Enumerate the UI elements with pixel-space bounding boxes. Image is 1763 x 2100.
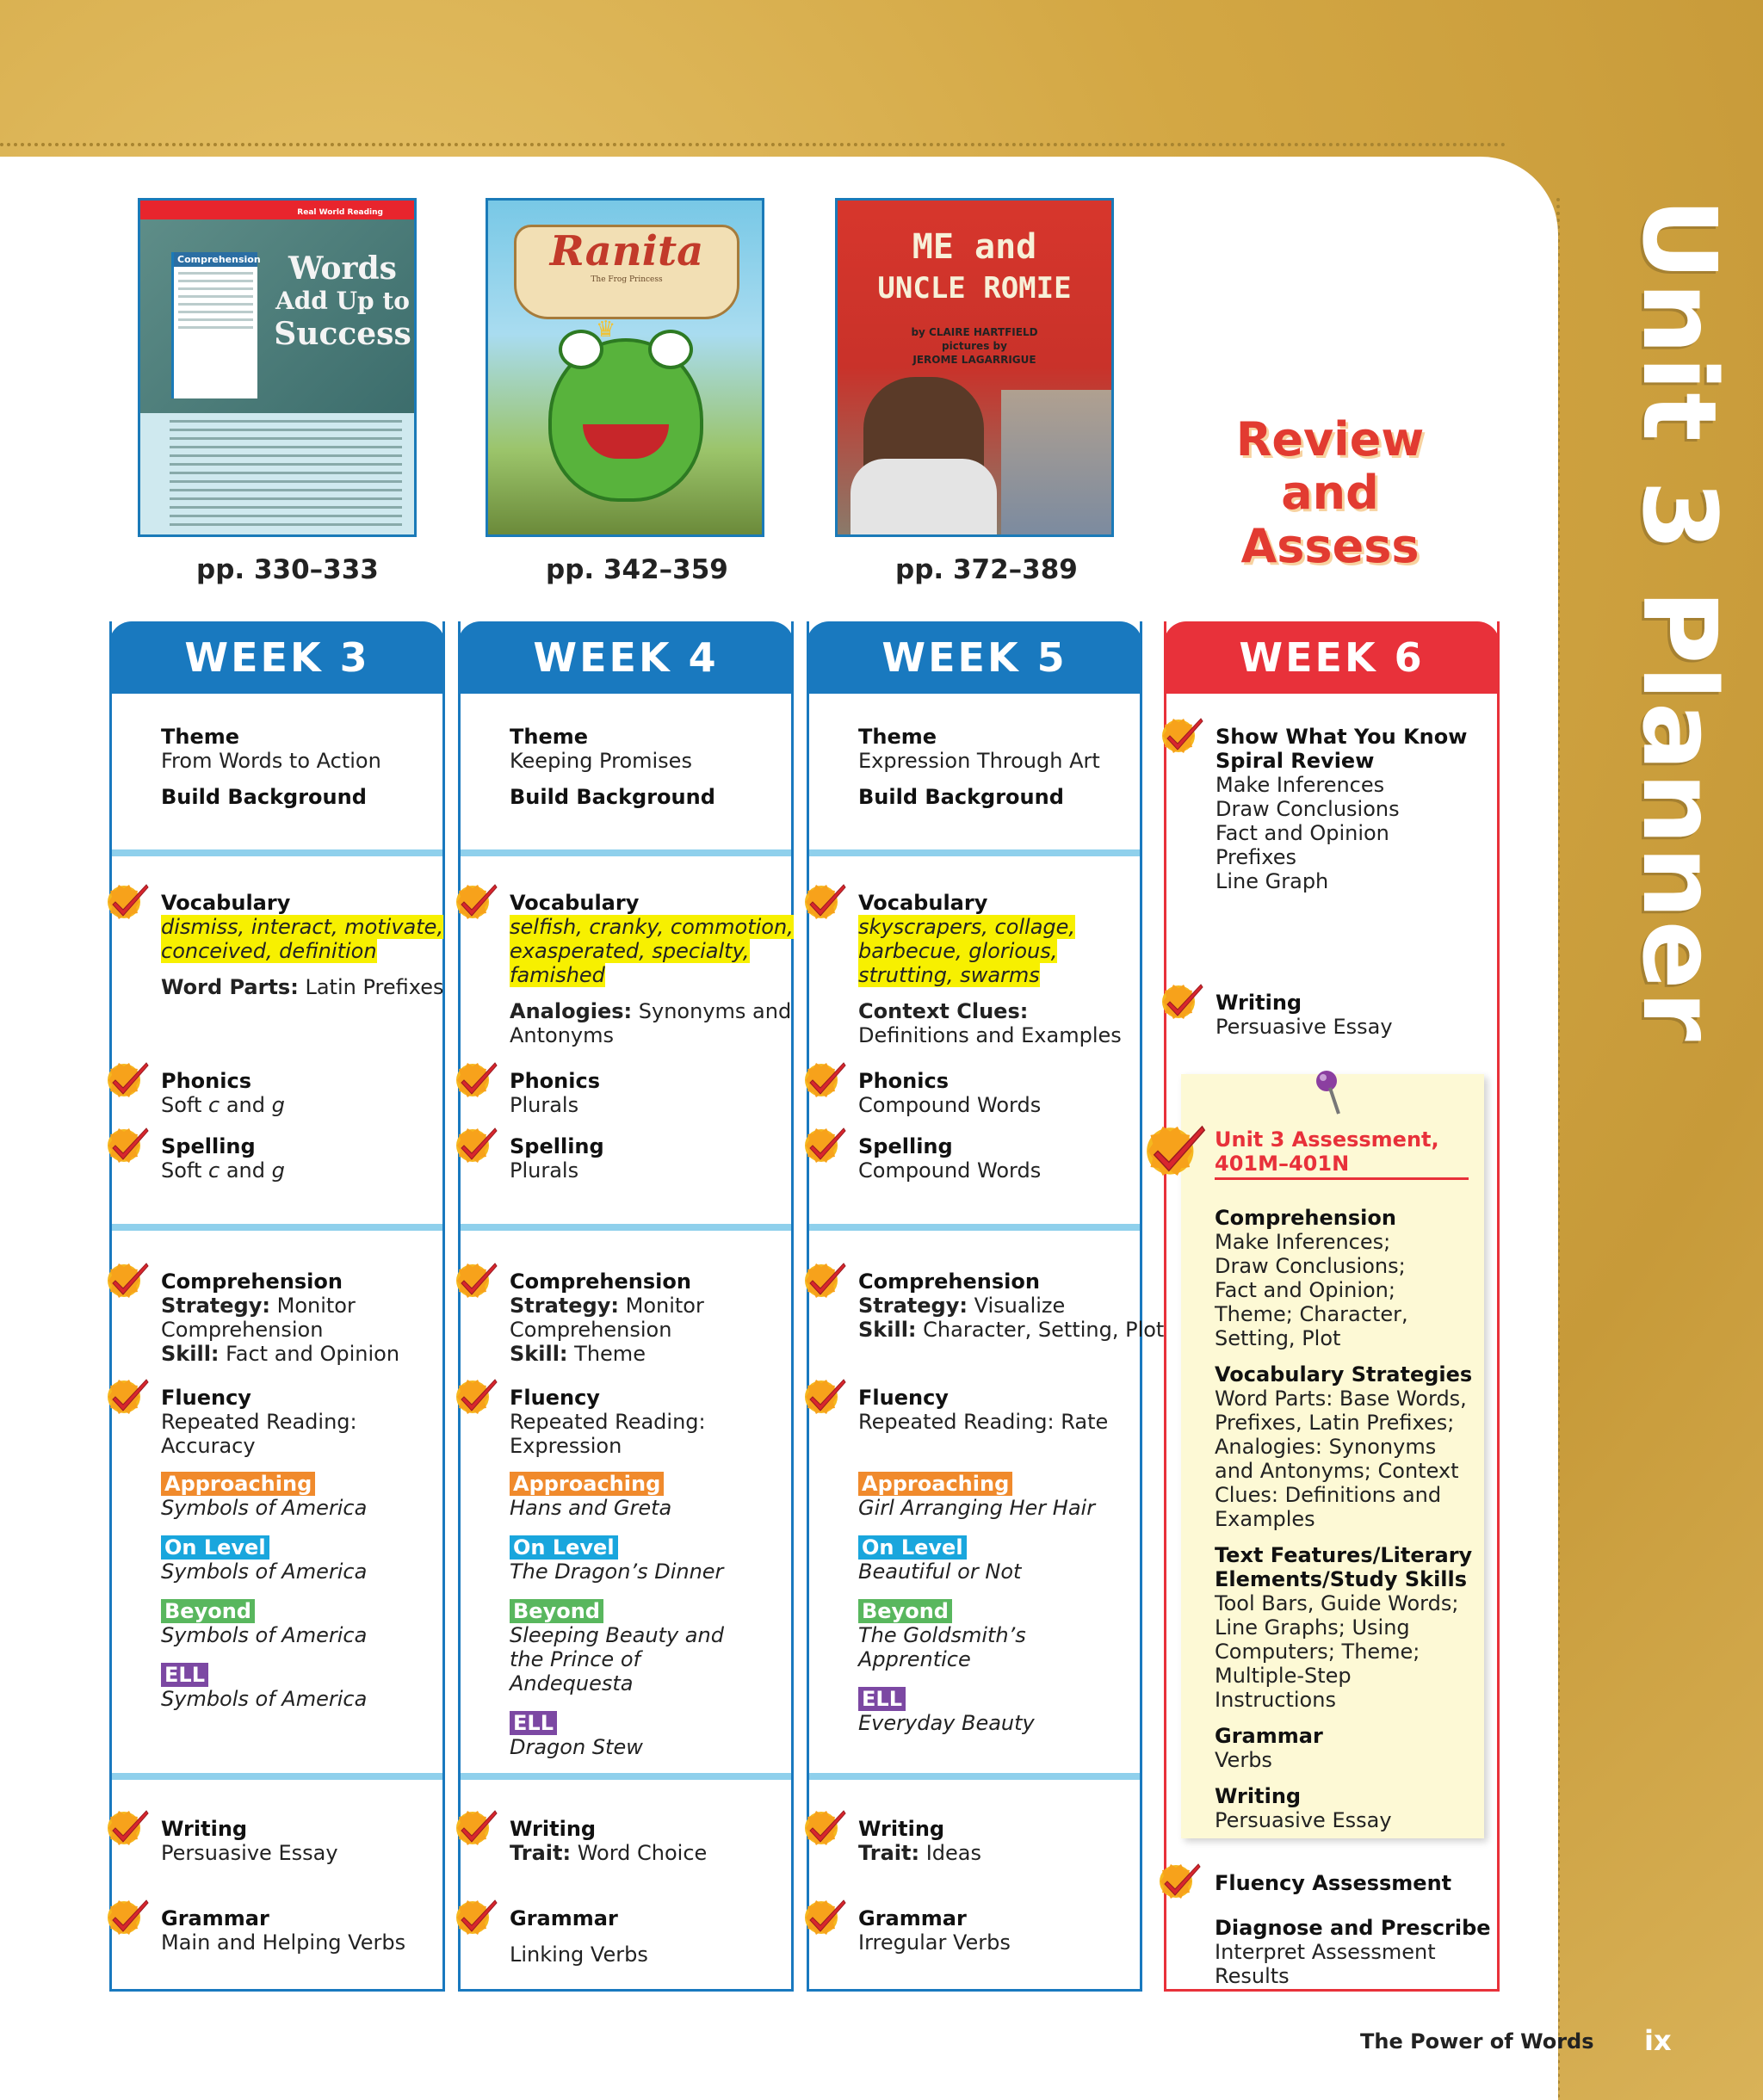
checkmark-icon	[452, 1258, 500, 1301]
checkmark-icon	[1141, 1119, 1209, 1181]
grammar-value: Irregular Verbs	[858, 1930, 1011, 1955]
checkmark-icon	[801, 1895, 849, 1938]
checkmark-icon	[801, 1806, 849, 1849]
vocabulary-strategies-value: Word Parts: Base Words, Prefixes, Latin Prefixes; Analogies: Synonyms and Antonyms; Context Clues: Definitions and Examples	[1215, 1387, 1467, 1531]
checkmark-icon	[103, 1806, 152, 1849]
week-5-column: WEEK 5 Theme Expression Through Art Build Background Vocabulary skyscrapers, collage, barbecue, glorious, strutting, swarms Context Clues: Definitions and Examples Phonics Compound Words Spelling Compound Words Comprehension Strategy: Visualize Skill: Character, Setting, Plot Fluency Repeated Reading: Rate Approaching Girl Arranging Her Hair On Level Beautiful or Not Beyond The Goldsmith’s Apprentice ELL Everyday Beauty Writing Trait: Ideas Grammar Irregular Verbs	[807, 621, 1142, 1992]
word-study-value: Latin Prefixes	[305, 975, 444, 999]
strategy-value: Monitor Comprehension	[510, 1294, 704, 1342]
cover-title: Ranita	[549, 227, 704, 275]
build-background: Build Background	[161, 785, 367, 809]
word-study-value: Synonyms and Antonyms	[510, 999, 792, 1047]
phonics-value: Compound Words	[858, 1093, 1042, 1117]
fluency-label: Fluency	[161, 1386, 251, 1410]
review-item: Fact and Opinion	[1216, 821, 1389, 845]
leveled-reader-title: Everyday Beauty	[858, 1711, 1035, 1735]
on-level-badge: On Level	[161, 1535, 269, 1560]
checkmark-icon	[452, 1058, 500, 1101]
fluency-assessment-block	[1215, 1871, 1499, 1988]
week-header: WEEK 6	[1164, 621, 1500, 694]
grammar-label: Grammar	[161, 1906, 269, 1930]
cover-title-line: UNCLE ROMIE	[877, 271, 1072, 306]
strategy-value: Monitor Comprehension	[161, 1294, 356, 1342]
leveled-reader-title: The Dragon’s Dinner	[510, 1560, 724, 1584]
checkmark-icon	[801, 1058, 849, 1101]
phonics-label: Phonics	[858, 1069, 949, 1093]
build-background: Build Background	[858, 785, 1064, 809]
leveled-reader-title: Symbols of America	[161, 1560, 368, 1584]
review-item: Prefixes	[1216, 845, 1297, 869]
stitch-border	[0, 143, 1506, 150]
vocabulary-label: Vocabulary	[510, 891, 640, 915]
writing-label: Writing	[510, 1817, 597, 1841]
theme-label: Theme	[510, 725, 589, 749]
spelling-label: Spelling	[161, 1134, 256, 1158]
checkmark-icon	[452, 1806, 500, 1849]
footer-book-title: The Power of Words	[1360, 2029, 1594, 2054]
checkmark-icon	[801, 1123, 849, 1166]
cover-title-line: Words	[288, 250, 397, 287]
assessment-title: Unit 3 Assessment,	[1215, 1127, 1439, 1152]
writing-label: Writing	[161, 1817, 248, 1841]
week-header: WEEK 5	[807, 621, 1142, 694]
grammar-label: Grammar	[858, 1906, 967, 1930]
week-3-column: WEEK 3 Theme From Words to Action Build Background Vocabulary dismiss, interact, motivate, conceived, definition Word Parts: Latin Prefixes Phonics Soft c and g Spelling Soft c and g Comprehension Strategy: Monitor Comprehension Skill: Fact and Opinion Fluency Repeated Reading: Accuracy Approaching Symbols of America On Level Symbols of America Beyond Symbols of America ELL Symbols of America Writing Persuasive Essay Grammar Main and Helping Verbs	[109, 621, 445, 1992]
spiral-review: Spiral Review	[1216, 749, 1375, 773]
leveled-reader-title: Symbols of America	[161, 1623, 368, 1647]
approaching-badge: Approaching	[510, 1472, 664, 1496]
cover-banner: Real World Reading	[292, 207, 388, 218]
crown-icon: ♛	[596, 317, 616, 343]
phonics-value: Soft c and g	[161, 1093, 285, 1117]
cover-pages-week5: pp. 372–389	[895, 554, 1078, 585]
vocabulary-strategies-label: Vocabulary Strategies	[1215, 1362, 1473, 1387]
grammar-value: Verbs	[1215, 1748, 1272, 1772]
writing-label: Writing	[1216, 991, 1302, 1015]
checkmark-icon	[103, 1258, 152, 1301]
spelling-value: Compound Words	[858, 1158, 1042, 1183]
ell-badge: ELL	[858, 1687, 906, 1711]
writing-value: Word Choice	[577, 1841, 708, 1865]
leveled-reader-title: Dragon Stew	[510, 1735, 643, 1759]
checkmark-icon	[103, 1374, 152, 1418]
comprehension-label: Comprehension	[161, 1269, 343, 1294]
grammar-value: Linking Verbs	[510, 1942, 648, 1967]
checkmark-icon	[452, 1123, 500, 1166]
grammar-label: Grammar	[510, 1906, 618, 1930]
fluency-label: Fluency	[858, 1386, 949, 1410]
cover-title-line: ME and	[912, 227, 1037, 267]
beyond-badge: Beyond	[858, 1599, 952, 1623]
pushpin-icon	[1313, 1067, 1351, 1119]
leveled-reader-title: Girl Arranging Her Hair	[858, 1496, 1096, 1520]
strategy-value: Visualize	[974, 1294, 1066, 1318]
comprehension-value: Make Inferences; Draw Conclusions; Fact and Opinion; Theme; Character, Setting, Plot	[1215, 1230, 1408, 1350]
leveled-reader-title: Symbols of America	[161, 1496, 368, 1520]
page-title: Unit 3 Planner	[1620, 198, 1739, 1043]
on-level-badge: On Level	[858, 1535, 967, 1560]
leveled-reader-title: Symbols of America	[161, 1687, 368, 1711]
word-study-label: Context Clues:	[858, 999, 1029, 1023]
leveled-reader-title: The Goldsmith’s Apprentice	[858, 1623, 1026, 1671]
approaching-badge: Approaching	[858, 1472, 1012, 1496]
writing-value: Persuasive Essay	[1215, 1808, 1392, 1832]
fluency-value: Repeated Reading: Rate	[858, 1410, 1109, 1434]
vocabulary-label: Vocabulary	[858, 891, 988, 915]
checkmark-icon	[801, 880, 849, 923]
checkmark-icon	[801, 1374, 849, 1418]
cover-title-line: Add Up to	[275, 287, 410, 315]
checkmark-icon	[1158, 713, 1206, 757]
writing-label: Writing	[1215, 1784, 1302, 1808]
fluency-value: Repeated Reading: Accuracy	[161, 1410, 357, 1458]
comprehension-label: Comprehension	[510, 1269, 691, 1294]
cover-credit-line: pictures by	[942, 340, 1007, 352]
fluency-value: Repeated Reading: Expression	[510, 1410, 706, 1458]
skill-value: Character, Setting, Plot	[923, 1318, 1165, 1342]
phonics-label: Phonics	[161, 1069, 251, 1093]
writing-value: Persuasive Essay	[1216, 1015, 1393, 1039]
writing-value: Persuasive Essay	[161, 1841, 338, 1865]
cover-words-add-up-to-success	[138, 198, 417, 537]
checkmark-icon	[1158, 979, 1206, 1022]
spelling-label: Spelling	[510, 1134, 604, 1158]
show-what-you-know: Show What You Know	[1216, 725, 1468, 749]
vocabulary-label: Vocabulary	[161, 891, 291, 915]
fluency-assessment-label: Fluency Assessment	[1215, 1871, 1452, 1895]
page-number: ix	[1644, 2024, 1672, 2057]
week-header: WEEK 4	[458, 621, 794, 694]
week-4-column: WEEK 4 Theme Keeping Promises Build Background Vocabulary selfish, cranky, commotion, exasperated, specialty, famished Analogies: Synonyms and Antonyms Phonics Plurals Spelling Plurals Comprehension Strategy: Monitor Comprehension Skill: Theme Fluency Repeated Reading: Expression Approaching Hans and Greta On Level The Dragon’s Dinner Beyond Sleeping Beauty and the Prince of Andequesta ELL Dragon Stew Writing Trait: Word Choice Grammar Linking Verbs	[458, 621, 794, 1992]
week-header: WEEK 3	[109, 621, 445, 694]
comprehension-label: Comprehension	[858, 1269, 1040, 1294]
review-and-assess-heading: Review and Assess	[1235, 412, 1425, 573]
checkmark-icon	[103, 1895, 152, 1938]
cover-credit-line: JEROME LAGARRIGUE	[912, 354, 1036, 366]
checkmark-icon	[452, 1374, 500, 1418]
spelling-label: Spelling	[858, 1134, 953, 1158]
vocabulary-words: skyscrapers, collage, barbecue, glorious, strutting, swarms	[858, 915, 1076, 987]
checkmark-icon	[452, 1895, 500, 1938]
phonics-value: Plurals	[510, 1093, 579, 1117]
beyond-badge: Beyond	[161, 1599, 255, 1623]
grammar-value: Main and Helping Verbs	[161, 1930, 406, 1955]
leveled-reader-title: Sleeping Beauty and the Prince of Andequesta	[510, 1623, 724, 1695]
checkmark-icon	[103, 1058, 152, 1101]
checkmark-icon	[103, 880, 152, 923]
spelling-value: Plurals	[510, 1158, 579, 1183]
cover-sidebar-head: Comprehension	[174, 252, 257, 267]
review-item: Draw Conclusions	[1216, 797, 1400, 821]
checkmark-icon	[103, 1123, 152, 1166]
writing-value: Ideas	[925, 1841, 981, 1865]
checkmark-icon	[1155, 1859, 1203, 1902]
assessment-block	[1215, 1127, 1499, 1832]
leveled-reader-title: Beautiful or Not	[858, 1560, 1022, 1584]
writing-label: Writing	[858, 1817, 945, 1841]
theme-label: Theme	[858, 725, 937, 749]
theme-value: Keeping Promises	[510, 749, 692, 773]
cover-credit-line: by CLAIRE HARTFIELD	[911, 326, 1038, 338]
comprehension-label: Comprehension	[1215, 1206, 1396, 1230]
ell-badge: ELL	[510, 1711, 557, 1735]
text-features-value: Tool Bars, Guide Words; Line Graphs; Using Computers; Theme; Multiple-Step Instructions	[1215, 1591, 1459, 1712]
cover-ranita	[486, 198, 764, 537]
skill-value: Fact and Opinion	[226, 1342, 400, 1366]
cover-pages-week4: pp. 342–359	[546, 554, 728, 585]
phonics-label: Phonics	[510, 1069, 600, 1093]
theme-value: From Words to Action	[161, 749, 381, 773]
cover-title-line: Success	[274, 316, 411, 352]
word-study-label: Word Parts:	[161, 975, 299, 999]
word-study-label: Analogies:	[510, 999, 633, 1023]
ell-badge: ELL	[161, 1663, 208, 1687]
grammar-label: Grammar	[1215, 1724, 1323, 1748]
vocabulary-words: selfish, cranky, commotion, exasperated, specialty, famished	[510, 915, 794, 987]
text-features-label: Text Features/Literary Elements/Study Skills	[1215, 1543, 1473, 1591]
review-item: Line Graph	[1216, 869, 1329, 893]
checkmark-icon	[452, 880, 500, 923]
approaching-badge: Approaching	[161, 1472, 315, 1496]
cover-pages-week3: pp. 330–333	[196, 554, 379, 585]
on-level-badge: On Level	[510, 1535, 618, 1560]
vocabulary-words: dismiss, interact, motivate, conceived, definition	[161, 915, 444, 963]
diagnose-prescribe-label: Diagnose and Prescribe	[1215, 1916, 1491, 1940]
theme-label: Theme	[161, 725, 240, 749]
spelling-value: Soft c and g	[161, 1158, 285, 1183]
checkmark-icon	[801, 1258, 849, 1301]
beyond-badge: Beyond	[510, 1599, 603, 1623]
word-study-value: Definitions and Examples	[858, 1023, 1122, 1047]
fluency-label: Fluency	[510, 1386, 600, 1410]
review-item: Make Inferences	[1216, 773, 1385, 797]
assessment-pages: 401M–401N	[1215, 1152, 1350, 1176]
theme-value: Expression Through Art	[858, 749, 1100, 773]
diagnose-prescribe-value: Interpret Assessment Results	[1215, 1940, 1436, 1988]
skill-value: Theme	[574, 1342, 646, 1366]
cover-subtitle: The Frog Princess	[591, 275, 663, 284]
cover-me-and-uncle-romie	[835, 198, 1114, 537]
leveled-reader-title: Hans and Greta	[510, 1496, 672, 1520]
build-background: Build Background	[510, 785, 715, 809]
